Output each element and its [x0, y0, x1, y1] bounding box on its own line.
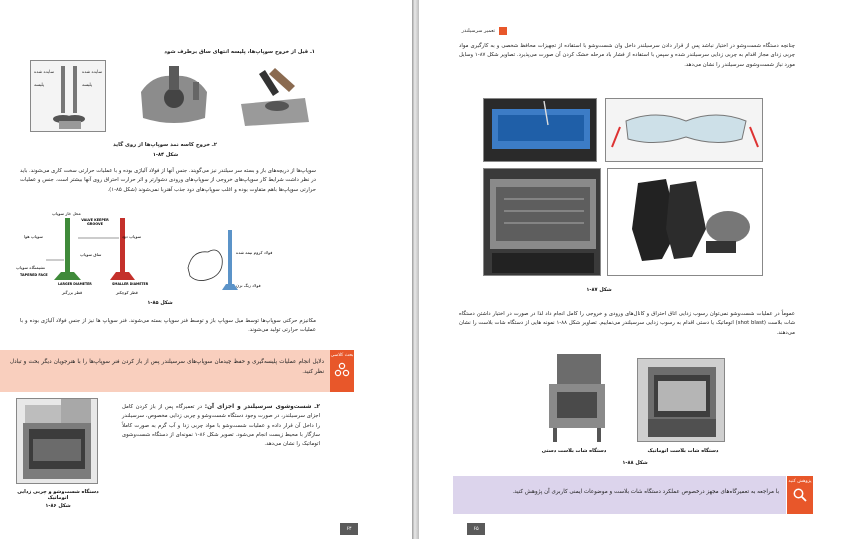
- fig88-caption-manual: دستگاه شات بلاست دستی: [541, 448, 607, 454]
- fig84-photo-head: [133, 62, 215, 130]
- magnifier-icon: [792, 487, 808, 503]
- discussion-tag: [330, 350, 354, 392]
- fig87-photo-gloves: [607, 168, 763, 276]
- fig88-photo-automatic: [637, 358, 725, 442]
- fig86-photo: [16, 398, 98, 484]
- fig84-caption-2: ۲ـ خروج کاسه نمد سوپاپ‌ها از روی گاید: [113, 142, 217, 148]
- fig84-label: شکل ۸۴-۱: [152, 152, 179, 158]
- left-page: [0, 0, 412, 539]
- fig86-label: شکل ۸۶-۱: [45, 503, 71, 509]
- fig84-callout-2: پلیسه: [34, 83, 45, 88]
- fig87-photo-goggles: [605, 98, 763, 162]
- fig88-label: شکل ۸۸-۱: [622, 460, 648, 466]
- paragraph-valves: سوپاپ‌ها از دریچه‌های باز و بسته سر سیلندر نیز می‌گویند. جنس آنها از فولاد آلیاژی بوده و با عملیات حرارتی سخت کاری می‌شوند. باید در نظر داشت شرایط کار سوپاپ‌های خروجی از سوپاپ‌های ورودی دشوارتر و اثر حرارت احتراق روی آنها بیشتر است. جنس و عملیات حرارتی سوپاپ‌ها باهم متفاوت بوده و اغلب سوپاپ‌های دود جذب آهنربا نمی‌شوند (شکل ۸۵-۱).: [20, 168, 316, 193]
- fig85-eng-small: SMALLER DIAMETER: [112, 282, 149, 286]
- fig87-photo-tank: [483, 98, 597, 162]
- fig84-callout-1: سایده شده: [34, 70, 55, 75]
- discussion-tag-label: بحث کلاسی: [330, 353, 354, 358]
- section2-paragraph: [122, 403, 320, 449]
- fig86-caption: دستگاه شست‌وشو و چربی زدایی اتوماتیک: [17, 489, 99, 501]
- fig85-label-stem: ساق سوپاپ: [80, 252, 102, 257]
- fig84-callout-3: سایده شده: [82, 70, 103, 75]
- research-tag: [787, 476, 813, 514]
- fig85-steel-alloy: فولاد زنگ نزن: [236, 283, 261, 288]
- fig88-photo-manual: [539, 350, 617, 444]
- header-title: تعمیر سرسیلندر: [461, 28, 495, 34]
- section2-text: در تعمیرگاه پس از باز کردن کامل اجزای سرسیلندر، در صورت وجود دستگاه شست‌وشو و چربی زدایی مخصوص، سرسیلندر را داخل آن قرار داده و عملیات شست‌وشو با مواد چربی زدا و آب گرم به صورت کاملاً سازگار با محیط زیست انجام می‌شود. تصویر شکل ۸۶-۱ نمونه‌ای از دستگاه شست‌وشوی اتوماتیک را نشان می‌دهد.: [122, 404, 320, 448]
- research-text: با مراجعه به تعمیرگاه‌های مجهز درخصوص عملکرد دستگاه شات بلاست و موضوعات ایمنی کاربری آن پژوهش کنید.: [512, 489, 779, 495]
- research-tag-label: پژوهش کنید: [788, 479, 812, 484]
- fig85-hard-steel: فولاد کروم نیمه شده: [236, 250, 273, 255]
- fig85-head-small: قطر کوچکتر: [116, 290, 138, 295]
- fig85-magnet-sketch: [178, 228, 318, 300]
- fig84-caption-1: ۱ـ قبل از خروج سوپاپ‌ها، پلیسه انتهای ساق برطرف شود: [164, 49, 315, 55]
- header-square-icon: [499, 27, 507, 35]
- left-page-number: ۶۴: [340, 523, 358, 535]
- fig85-label-keeper-groove: محل خار سوپاپ: [52, 211, 81, 216]
- fig85-eng-face: TAPERED FACE: [20, 273, 48, 277]
- discussion-icon: [334, 362, 350, 378]
- paragraph-washing: چنانچه دستگاه شست‌وشو در اختیار نباشد پس از قرار دادن سرسیلندر داخل وان شست‌وشو با استفاده از تجهیزات محافظ شخصی و به کارگیری مواد چربی زدای مجاز اقدام به چربی زدایی سرسیلندر شده و سپس با استفاده از فشار باد مرحله خشک کردن آن صورت می‌پذیرد. تصاویر شکل ۸۷-۱ وسایل مورد نیاز شست‌وشوی سرسیلندر را نشان می‌دهد.: [459, 43, 795, 68]
- book-gutter: [412, 0, 419, 539]
- paragraph-shot-blast: عموماً در عملیات شست‌وشو نمی‌توان رسوب زدایی اتاق احتراق و کانال‌های ورودی و خروجی را کامل انجام داد لذا در صورت در اختیار داشتن دستگاه شات بلاست (shot blast) اتوماتیک یا دستی اقدام به رسوب زدایی سرسیلندر می‌نماییم. تصاویر شکل ۸۸-۱ نمونه هایی از دستگاه شات بلاست را نشان می‌دهند.: [459, 311, 796, 336]
- fig84-callout-4: پلیسه: [82, 83, 93, 88]
- fig88-caption-automatic: دستگاه شات بلاست اتوماتیک: [647, 448, 719, 454]
- fig85-label-exhaust: سوپاپ دود: [122, 234, 142, 239]
- fig85-label-face: نشیمنگاه سوپاپ: [16, 265, 46, 270]
- right-page: [419, 0, 844, 539]
- right-page-number: ۶۵: [467, 523, 485, 535]
- fig85-label: شکل ۸۵-۱: [147, 300, 173, 306]
- fig85-eng-large: LARGER DIAMETER: [58, 282, 92, 286]
- fig87-label: شکل ۸۷-۱: [586, 287, 612, 293]
- fig85-eng-valve: VALVE KEEPER GROOVE: [81, 218, 109, 226]
- fig84-photo-seal: [235, 62, 315, 130]
- fig85-label-intake: سوپاپ هوا: [24, 234, 43, 239]
- section2-title: ۲ـ شست‌وشوی سرسیلندر و اجزای آن:: [204, 404, 321, 410]
- fig87-photo-basket: [483, 168, 601, 276]
- fig85-head-large: قطر بزرگتر: [62, 290, 83, 295]
- paragraph-springs: مکانیزم حرکتی سوپاپ‌ها توسط میل سوپاپ باز و توسط فنر سوپاپ بسته می‌شوند. فنر سوپاپ ها نیز از جنس فولاد آلیاژی بوده و با عملیات حرارتی تولید می‌شوند.: [20, 318, 316, 334]
- discussion-text: دلایل انجام عملیات پلیسه‌گیری و حفظ چیدمان سوپاپ‌های سرسیلندر پس از باز کردن فنر سوپاپ‌ها را با هنرجویان دیگر بحث و تبادل نظر کنید.: [10, 359, 324, 375]
